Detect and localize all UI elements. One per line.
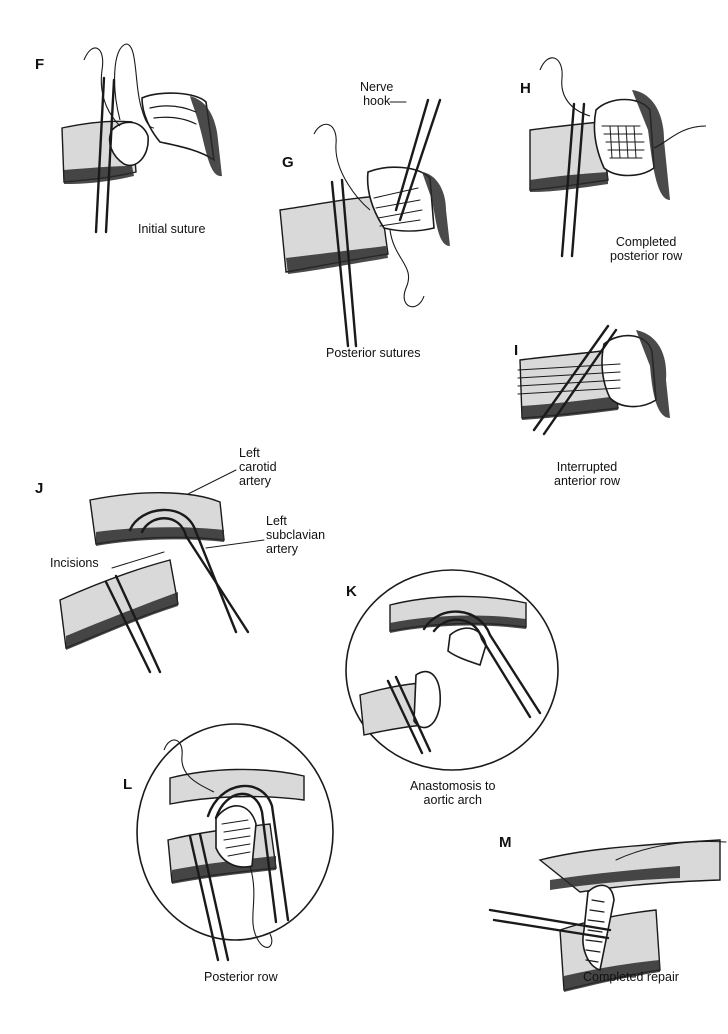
panel-m-letter: M xyxy=(499,834,512,851)
panel-f-letter: F xyxy=(35,56,45,73)
panel-h-caption: Completed posterior row xyxy=(610,235,683,263)
panel-j-illustration xyxy=(0,440,320,680)
panel-g-illustration xyxy=(250,60,480,370)
panel-f-caption: Initial suture xyxy=(138,222,206,236)
panel-k-caption: Anastomosis to aortic arch xyxy=(410,779,496,807)
panel-m-caption: Completed repair xyxy=(583,970,679,984)
panel-g-caption: Posterior sutures xyxy=(326,346,421,360)
panel-k-illustration xyxy=(330,565,570,815)
panel-l-illustration xyxy=(110,720,340,990)
panel-g-letter: G xyxy=(282,154,294,171)
panel-i-letter: I xyxy=(514,342,519,359)
panel-i-caption: Interrupted anterior row xyxy=(554,460,620,488)
incisions-label: Incisions xyxy=(50,556,99,570)
panel-f xyxy=(0,0,250,260)
panel-k-letter: K xyxy=(346,583,357,600)
panel-k xyxy=(330,565,570,815)
panel-j-letter: J xyxy=(35,480,44,497)
left-subclavian-artery-label: Left subclavian artery xyxy=(266,514,326,556)
panel-l-letter: L xyxy=(123,776,133,793)
panel-j xyxy=(0,440,326,680)
panel-m-illustration xyxy=(480,820,728,1020)
panel-l xyxy=(110,720,340,990)
panel-m xyxy=(480,820,728,1020)
panel-h-letter: H xyxy=(520,80,531,97)
panel-f-illustration xyxy=(0,0,250,260)
panel-l-caption: Posterior row xyxy=(204,970,278,984)
panel-g xyxy=(250,60,480,370)
left-carotid-artery-label: Left carotid artery xyxy=(239,446,277,488)
panel-h xyxy=(500,30,728,280)
nerve-hook-label: Nerve hook xyxy=(360,80,394,108)
panel-i xyxy=(500,300,728,500)
